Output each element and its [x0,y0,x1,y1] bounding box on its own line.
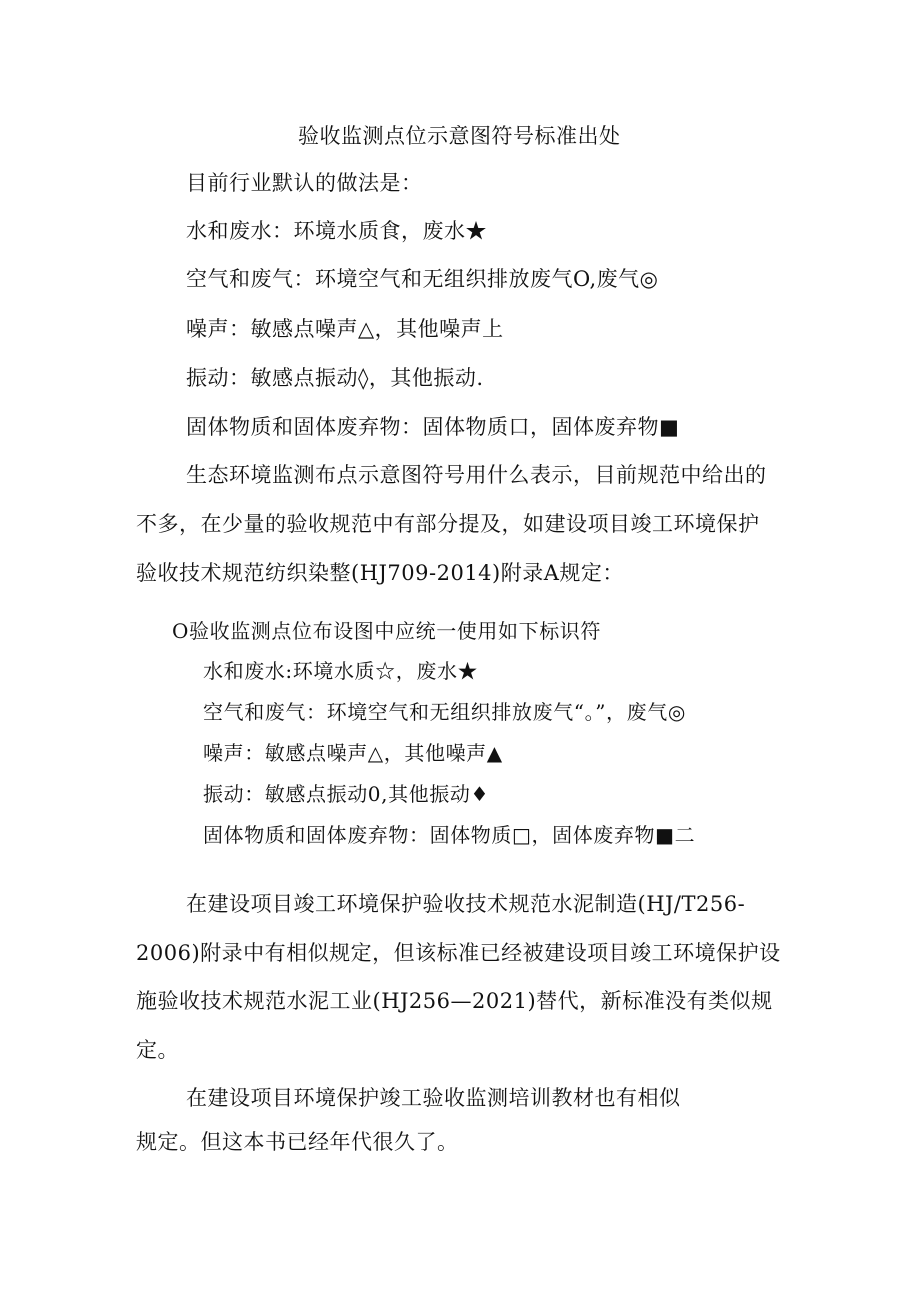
paragraph-1-line-2: 不多，在少量的验收规范中有部分提及，如建设项目竣工环境保护 [136,512,760,536]
quote-item-solid: 固体物质和固体废弃物：固体物质□，固体废弃物■二 [203,823,696,847]
paragraph-1-line-1: 生态环境监测布点示意图符号用什么表示，目前规范中给出的 [186,463,767,487]
paragraph-3-line-1: 在建设项目环境保护竣工验收监测培训教材也有相似 [186,1086,681,1110]
item-noise: 噪声：敏感点噪声△，其他噪声上 [186,317,504,341]
quote-item-water: 水和废水:环境水质☆，废水★ [203,659,479,683]
paragraph-2-line-4: 定。 [136,1038,179,1062]
item-solid: 固体物质和固体废弃物：固体物质口，固体废弃物■ [186,415,680,439]
quote-item-vibration: 振动：敏感点振动0,其他振动♦ [203,782,490,806]
intro-line: 目前行业默认的做法是： [186,171,423,195]
paragraph-3-line-2: 规定。但这本书已经年代很久了。 [136,1130,459,1154]
item-air: 空气和废气：环境空气和无组织排放废气O,废气◎ [186,267,659,291]
paragraph-2-line-1: 在建设项目竣工环境保护验收技术规范水泥制造(HJ/T256- [186,892,746,916]
page-title: 验收监测点位示意图符号标准出处 [298,124,621,148]
quote-item-air: 空气和废气：环境空气和无组织排放废气“。”，废气◎ [203,700,686,724]
item-water: 水和废水：环境水质食，废水★ [186,219,487,243]
paragraph-2-line-3: 施验收技术规范水泥工业(HJ256—2021)替代，新标准没有类似规 [136,989,773,1013]
quote-item-noise: 噪声：敏感点噪声△，其他噪声▲ [203,741,503,765]
paragraph-1-line-3: 验收技术规范纺织染整(HJ709-2014)附录A规定： [136,561,624,585]
paragraph-2-line-2: 2006)附录中有相似规定，但该标准已经被建设项目竣工环境保护设 [136,941,781,965]
item-vibration: 振动：敏感点振动◊，其他振动. [186,366,484,390]
quote-heading: O验收监测点位布设图中应统一使用如下标识符 [172,619,601,643]
